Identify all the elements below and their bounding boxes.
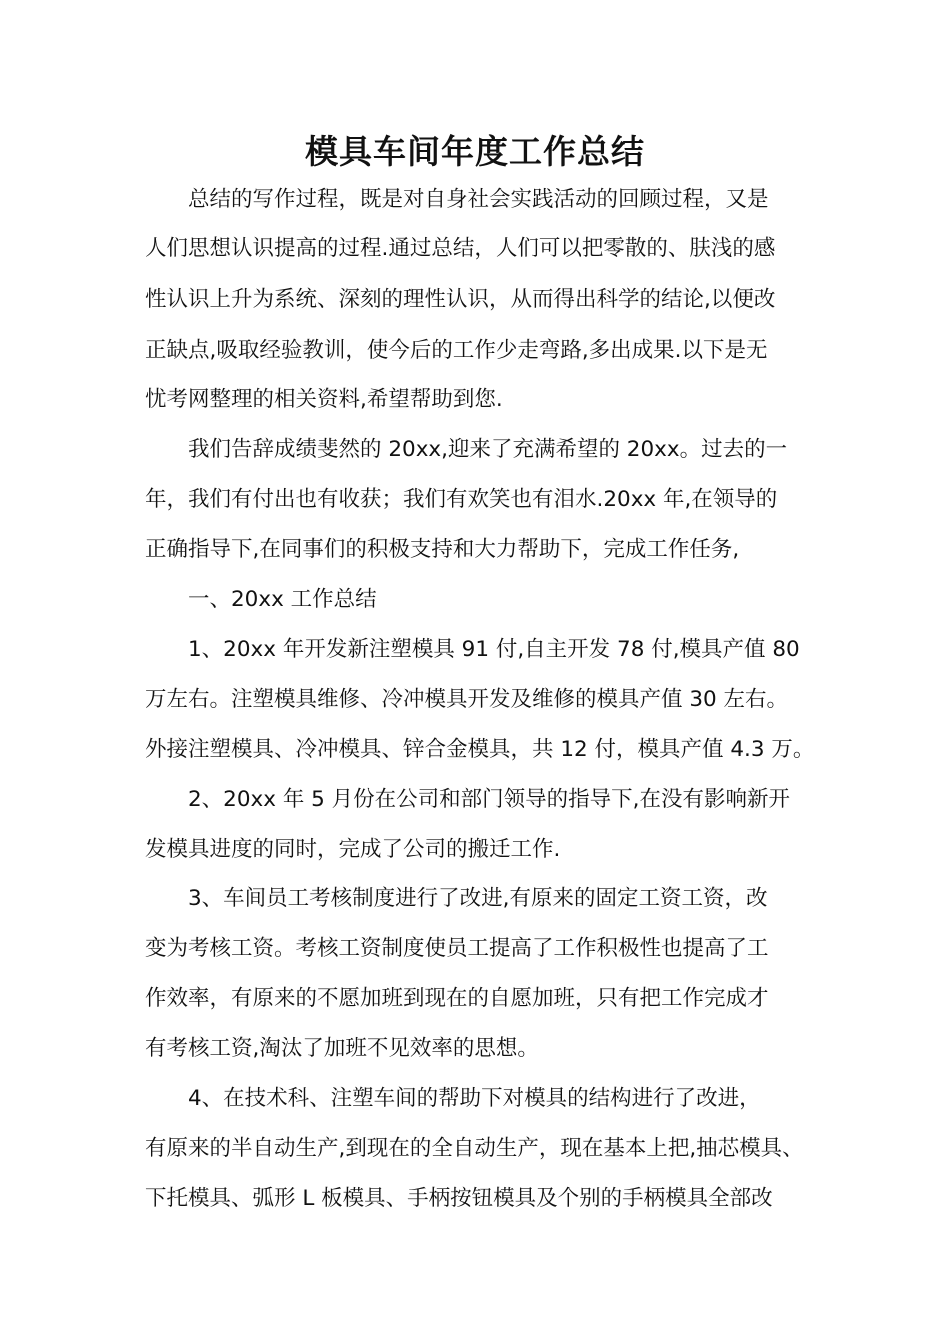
text-line: 忧考网整理的相关资料,希望帮助到您. [145, 387, 503, 412]
text-line: 1、20xx 年开发新注塑模具 91 付,自主开发 78 付,模具产值 80 [145, 637, 800, 662]
text-line: 有原来的半自动生产,到现在的全自动生产，现在基本上把,抽芯模具、 [145, 1136, 804, 1161]
text-line: 正确指导下,在同事们的积极支持和大力帮助下，完成工作任务, [145, 537, 740, 562]
text-line: 下托模具、弧形 L 板模具、手柄按钮模具及个别的手柄模具全部改 [145, 1186, 773, 1211]
text-line: 人们思想认识提高的过程.通过总结，人们可以把零散的、肤浅的感 [145, 236, 776, 261]
text-line: 4、在技术科、注塑车间的帮助下对模具的结构进行了改进， [145, 1086, 761, 1111]
text-line: 变为考核工资。考核工资制度使员工提高了工作积极性也提高了工 [145, 936, 769, 961]
text-line: 年，我们有付出也有收获；我们有欢笑也有泪水.20xx 年,在领导的 [145, 487, 778, 512]
text-line: 万左右。注塑模具维修、冷冲模具开发及维修的模具产值 30 左右。 [145, 687, 789, 712]
text-line: 有考核工资,淘汰了加班不见效率的思想。 [145, 1036, 539, 1061]
text-line: 3、车间员工考核制度进行了改进,有原来的固定工资工资，改 [145, 886, 768, 911]
text-line: 2、20xx 年 5 月份在公司和部门领导的指导下,在没有影响新开 [145, 787, 791, 812]
text-line: 发模具进度的同时，完成了公司的搬迁工作. [145, 837, 561, 862]
text-line: 外接注塑模具、冷冲模具、锌合金模具，共 12 付，模具产值 4.3 万。 [145, 737, 815, 762]
text-line: 我们告辞成绩斐然的 20xx,迎来了充满希望的 20xx。过去的一 [145, 437, 788, 462]
section-heading: 一、20xx 工作总结 [145, 587, 377, 612]
text-line: 作效率，有原来的不愿加班到现在的自愿加班，只有把工作完成才 [145, 986, 769, 1011]
text-line: 总结的写作过程，既是对自身社会实践活动的回顾过程，又是 [145, 187, 769, 212]
text-line: 正缺点,吸取经验教训，使今后的工作少走弯路,多出成果.以下是无 [145, 338, 768, 363]
document-title: 模具车间年度工作总结 [305, 132, 645, 171]
text-line: 性认识上升为系统、深刻的理性认识，从而得出科学的结论,以便改 [145, 287, 776, 312]
